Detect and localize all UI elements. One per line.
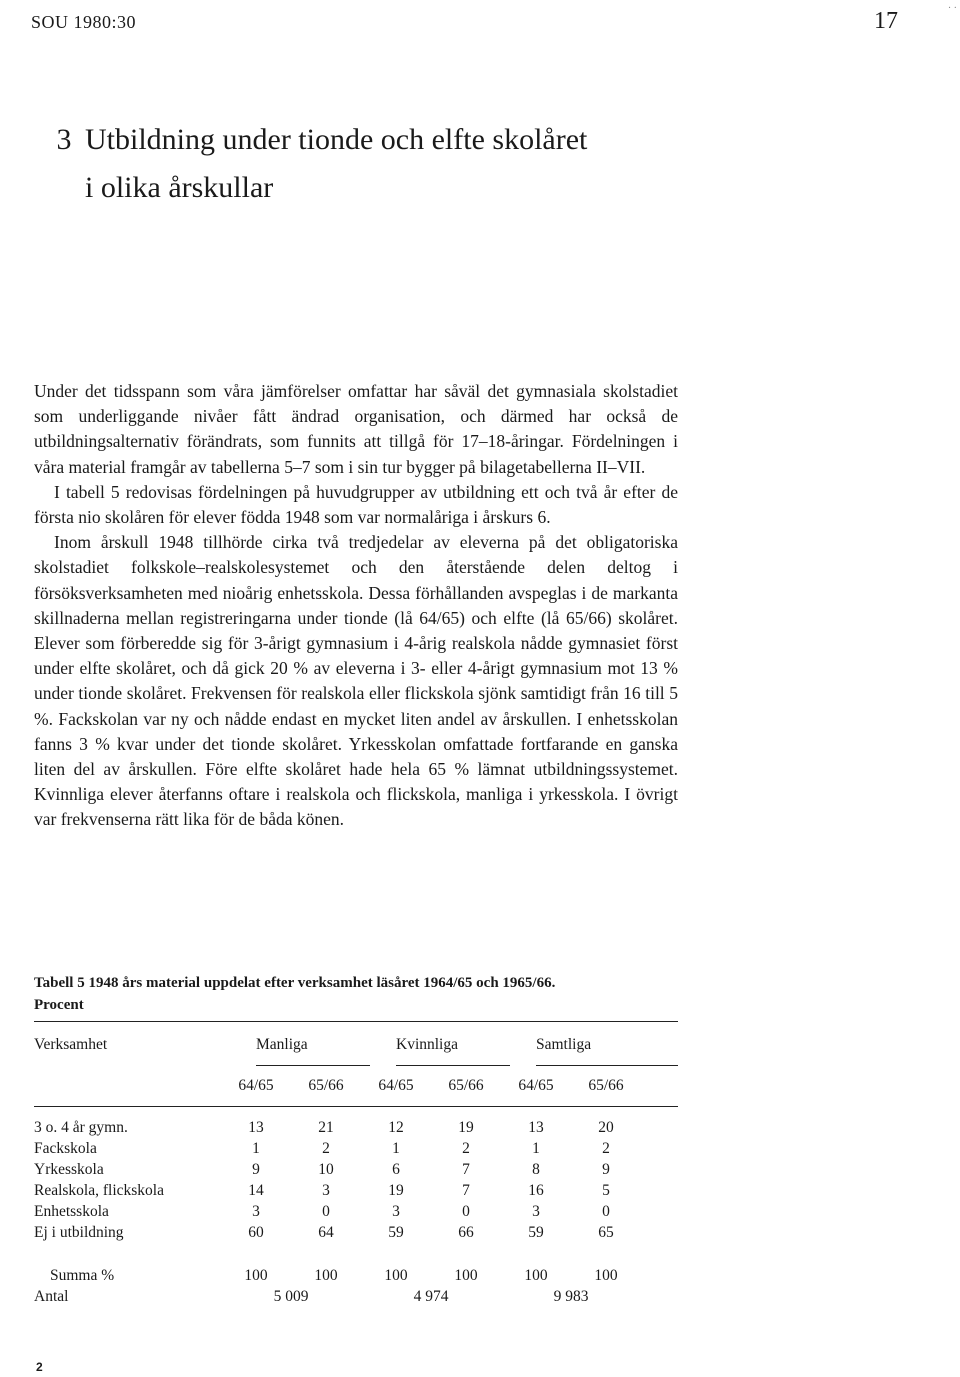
cell: 3 [252,1203,260,1220]
cell: 65 [598,1224,614,1241]
cell: 20 [598,1119,614,1136]
column-header-verksamhet: Verksamhet [34,1036,108,1053]
year-header: 65/66 [308,1077,344,1094]
group-header-manliga: Manliga [256,1036,308,1053]
year-header: 64/65 [238,1077,274,1094]
table-row [34,1140,678,1161]
table-header-rule [34,1106,678,1107]
cell: 9 [252,1161,260,1178]
table-caption-title: Tabell 5 1948 års material uppdelat efter verksamhet läsåret 1964/65 och 1965/66. [34,975,556,991]
cell: 100 [524,1267,548,1284]
cell: 10 [318,1161,334,1178]
cell: 8 [532,1161,540,1178]
cell: 3 [322,1182,330,1199]
year-header: 65/66 [588,1077,624,1094]
cell: 59 [388,1224,404,1241]
cell: 64 [318,1224,334,1241]
cell: 0 [322,1203,330,1220]
cell: 100 [454,1267,478,1284]
cell: 100 [384,1267,408,1284]
table-antal-row [34,1288,678,1309]
group-underline-manliga [256,1065,370,1066]
cell: 0 [602,1203,610,1220]
table-sum-row [34,1267,678,1288]
table-row [34,1224,678,1245]
table-caption-unit: Procent [34,997,84,1013]
cell: 0 [462,1203,470,1220]
cell: 14 [248,1182,264,1199]
cell: 2 [462,1140,470,1157]
corner-speck: · · [947,3,957,14]
cell: 6 [392,1161,400,1178]
cell: 19 [388,1182,404,1199]
cell: 2 [322,1140,330,1157]
cell: 100 [594,1267,618,1284]
row-label: Yrkesskola [34,1161,104,1178]
cell: 5 [602,1182,610,1199]
cell: 13 [528,1119,544,1136]
cell: 2 [602,1140,610,1157]
year-header: 64/65 [378,1077,414,1094]
year-header: 64/65 [518,1077,554,1094]
table-caption [34,972,684,1016]
chapter-title [85,116,785,212]
antal-label: Antal [34,1288,69,1305]
cell: 1 [532,1140,540,1157]
page-number: 17 [874,8,898,34]
cell: 5 009 [273,1288,309,1305]
group-underline-samtliga [536,1065,678,1066]
row-label: Realskola, flickskola [34,1182,164,1199]
row-label: Fackskola [34,1140,97,1157]
row-label: Ej i utbildning [34,1224,124,1241]
cell: 9 983 [553,1288,589,1305]
cell: 21 [318,1119,334,1136]
cell: 16 [528,1182,544,1199]
cell: 100 [314,1267,338,1284]
cell: 100 [244,1267,268,1284]
cell: 3 [392,1203,400,1220]
cell: 9 [602,1161,610,1178]
paragraph-3: Inom årskull 1948 tillhörde cirka två tredjedelar av eleverna på det obligatoriska skolstadiet folkskole–realskolesystemet och den återstående delen deltog i försöksverksamheten med nioårig enhetsskola. Dessa förhållanden avspeglas i de markanta skillnaderna mellan registreringarna under tionde (lå 64/65) och elfte (lå 65/66) skolåret. Elever som förberedde sig för 3-årigt gymnasium i 4-årig realskola nådde gymnasiet först under elfte skolåret, och då gick 20 % av eleverna i 3- eller 4-årigt gymnasium mot 13 % under tionde skolåret. Frekvensen för realskola eller flickskola sjönk samtidigt från 16 till 5 %. Fackskolan var ny och nådde endast en mycket liten andel av årskullen. I enhetsskolan fanns 3 % kvar under det tionde skolåret. Yrkesskolan omfattade fortfarande en ganska liten del av årskullen. Före elfte skolåret hade hela 65 % lämnat utbildningssystemet. Kvinnliga elever återfanns oftare i realskola och flickskola, manliga i yrkesskola. I övrigt var frekvenserna rätt lika för de båda könen. [34,532,678,830]
group-header-samtliga: Samtliga [536,1036,592,1053]
sum-label: Summa % [50,1267,115,1284]
footer-mark: 2 [36,1360,43,1374]
paragraph-2: I tabell 5 redovisas fördelningen på huvudgrupper av utbildning ett och två år efter de första nio skolåren för elever födda 1948 som var normalåriga i årskurs 6. [34,481,678,528]
row-label: 3 o. 4 år gymn. [34,1119,128,1136]
body-text [34,379,678,833]
chapter-number: 3 [56,123,72,156]
table-row [34,1182,678,1203]
cell: 59 [528,1224,544,1241]
cell: 19 [458,1119,474,1136]
running-header-left: SOU 1980:30 [31,12,137,32]
cell: 7 [462,1161,470,1178]
chapter-title-line-2: i olika årskullar [85,171,274,204]
cell: 7 [462,1182,470,1199]
year-header: 65/66 [448,1077,484,1094]
cell: 12 [388,1119,404,1136]
cell: 1 [392,1140,400,1157]
cell: 13 [248,1119,264,1136]
paragraph-1: Under det tidsspann som våra jämförelser omfattar har såväl det gymnasiala skolstadiet som underliggande nivåer fått ändrad organisation, och därmed har också de utbildningsalternativ förändrats, som funnits att tillgå för 17–18-åringar. Fördelningen i våra material framgår av tabellerna 5–7 som i sin tur bygger på bilagetabellerna II–VII. [34,381,678,477]
group-header-kvinnliga: Kvinnliga [396,1036,458,1053]
row-label: Enhetsskola [34,1203,109,1220]
cell: 1 [252,1140,260,1157]
cell: 4 974 [413,1288,449,1305]
cell: 3 [532,1203,540,1220]
table-top-rule [34,1021,678,1022]
table-row [34,1119,678,1140]
cell: 66 [458,1224,474,1241]
table-row [34,1161,678,1182]
group-underline-kvinnliga [396,1065,510,1066]
table-row [34,1203,678,1224]
chapter-title-line-1: Utbildning under tionde och elfte skolåret [85,123,588,156]
cell: 60 [248,1224,264,1241]
